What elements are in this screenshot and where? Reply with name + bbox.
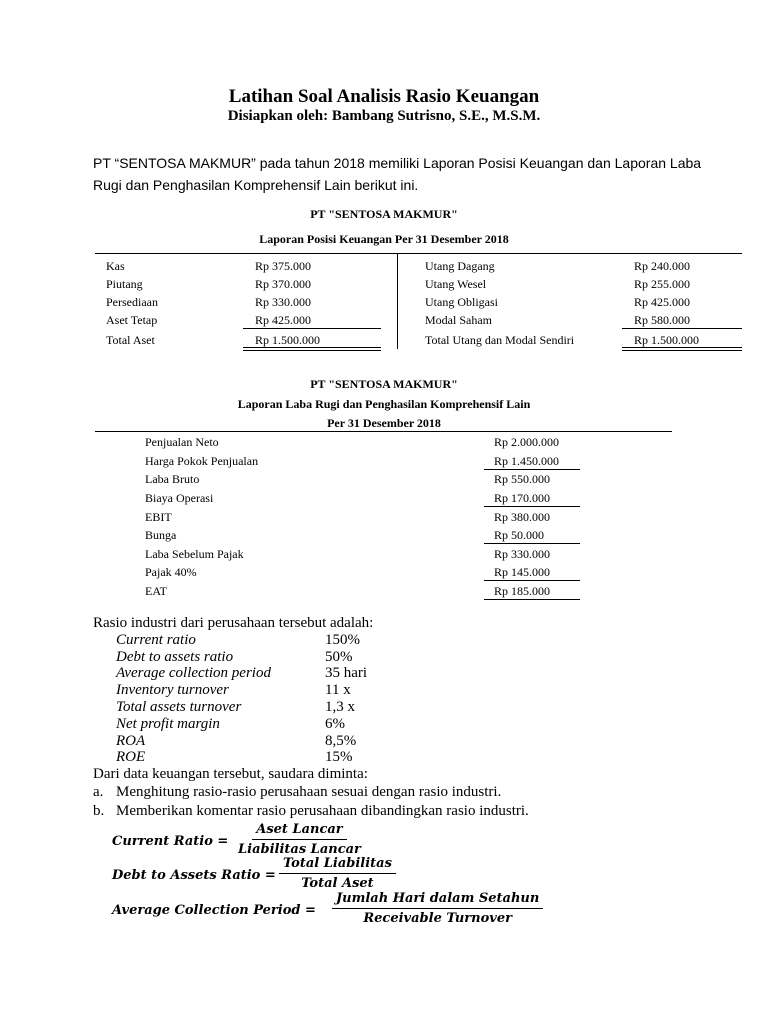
formula-fraction [332,891,543,926]
intro-paragraph [93,152,702,196]
task-intro: Dari data keuangan tersebut, saudara diminta: [93,766,368,782]
ratio-value: 50% [325,649,353,665]
asset-total-rule [243,347,381,348]
task-marker: a. [93,784,104,800]
income-sum-rule [484,506,580,507]
total-assets-value: Rp 1.500.000 [255,333,321,347]
asset-value: Rp 370.000 [255,277,312,291]
liability-value: Rp 580.000 [634,313,691,327]
ratio-value: 8,5% [325,733,357,749]
income-row-value: Rp 2.000.000 [494,435,560,449]
liability-label: Modal Saham [425,313,492,327]
industry-intro: Rasio industri dari perusahaan tersebut adalah: [93,615,374,631]
income-row-value: Rp 50.000 [494,528,545,542]
income-row-label: Laba Bruto [145,472,200,486]
income-statement-company: PT "SENTOSA MAKMUR" [310,377,458,391]
task-marker: b. [93,803,105,819]
income-sum-rule [484,580,580,581]
task-text: Memberikan komentar rasio perusahaan dibandingkan rasio industri. [116,803,529,819]
ratio-name: Average collection period [116,665,271,681]
ratio-value: 35 hari [325,665,368,681]
formula-numerator: Total Liabilitas [279,856,396,874]
income-row-value: Rp 185.000 [494,584,551,598]
income-row-value: Rp 1.450.000 [494,454,560,468]
income-row-label: EBIT [145,510,172,524]
income-final-rule [484,599,580,600]
balance-sheet-title: Laporan Posisi Keuangan Per 31 Desember 2018 [259,232,509,246]
document-author: Disiapkan oleh: Bambang Sutrisno, S.E., M.S.M. [227,108,541,124]
liability-sum-rule [622,328,742,329]
asset-total-rule-2 [243,350,381,351]
asset-label: Kas [106,259,125,273]
liability-label: Utang Wesel [425,277,487,291]
intro-line-1: PT “SENTOSA MAKMUR” pada tahun 2018 memiliki Laporan Posisi Keuangan dan Laporan Laba [93,155,702,171]
liability-value: Rp 425.000 [634,295,691,309]
income-row-value: Rp 550.000 [494,472,551,486]
total-liabilities-label: Total Utang dan Modal Sendiri [425,333,575,347]
formula-denominator: Receivable Turnover [363,911,512,926]
balance-sheet-company: PT "SENTOSA MAKMUR" [310,207,458,221]
liability-label: Utang Dagang [425,259,495,273]
balance-sheet-divider [397,253,398,349]
document-title: Latihan Soal Analisis Rasio Keuangan [228,86,540,107]
liability-total-rule [622,347,742,348]
income-row-label: Penjualan Neto [145,435,219,449]
ratio-name: ROE [116,749,146,765]
formula-denominator: Total Aset [301,876,374,891]
income-row-label: Harga Pokok Penjualan [145,454,259,468]
ratio-name: Net profit margin [116,716,220,732]
asset-value: Rp 330.000 [255,295,312,309]
income-row-label: Pajak 40% [145,565,197,579]
ratio-name: ROA [116,733,146,749]
formula-lhs: Debt to Assets Ratio = [112,868,276,883]
income-row-value: Rp 330.000 [494,547,551,561]
asset-value: Rp 375.000 [255,259,312,273]
total-assets-label: Total Aset [106,333,155,347]
task-text: Menghitung rasio-rasio perusahaan sesuai dengan rasio industri. [116,784,502,800]
income-sum-rule [484,543,580,544]
ratio-name: Total assets turnover [116,699,242,715]
income-row-label: Laba Sebelum Pajak [145,547,244,561]
liability-value: Rp 240.000 [634,259,691,273]
income-statement-period: Per 31 Desember 2018 [327,416,441,430]
ratio-value: 6% [325,716,345,732]
income-row-label: Bunga [145,528,177,542]
formula-denominator: Liabilitas Lancar [238,842,361,857]
income-row-label: Biaya Operasi [145,491,214,505]
ratio-value: 1,3 x [325,699,355,715]
formula-fraction [279,856,396,891]
liability-total-rule-2 [622,350,742,351]
total-liabilities-value: Rp 1.500.000 [634,333,700,347]
liability-label: Utang Obligasi [425,295,498,309]
ratio-value: 11 x [325,682,351,698]
formula-fraction [234,822,365,857]
income-row-label: EAT [145,584,167,598]
ratio-name: Inventory turnover [116,682,229,698]
income-statement-title: Laporan Laba Rugi dan Penghasilan Komprehensif Lain [237,397,531,411]
formula-numerator: Jumlah Hari dalam Setahun [332,891,543,909]
asset-value: Rp 425.000 [255,313,312,327]
income-row-value: Rp 145.000 [494,565,551,579]
formula-numerator: Aset Lancar [252,822,346,840]
liability-value: Rp 255.000 [634,277,691,291]
asset-label: Persediaan [106,295,158,309]
income-row-value: Rp 170.000 [494,491,551,505]
balance-sheet-top-rule [95,253,742,254]
income-sum-rule [484,469,580,470]
asset-sum-rule [243,328,381,329]
income-statement-top-rule [95,431,672,432]
income-row-value: Rp 380.000 [494,510,551,524]
ratio-value: 15% [325,749,353,765]
asset-label: Piutang [106,277,143,291]
asset-label: Aset Tetap [106,313,158,327]
ratio-name: Current ratio [116,632,196,648]
formula-lhs: Average Collection Period = [112,903,316,918]
intro-line-2: Rugi dan Penghasilan Komprehensif Lain berikut ini. [93,177,419,193]
ratio-name: Debt to assets ratio [116,649,234,665]
formula-lhs: Current Ratio = [112,834,229,849]
ratio-value: 150% [325,632,360,648]
